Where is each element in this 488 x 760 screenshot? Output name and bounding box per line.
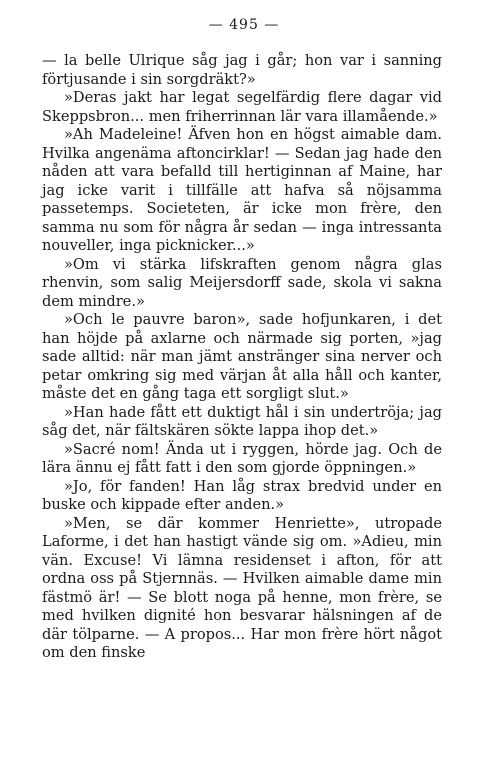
body-text [42,52,442,663]
paragraph: — la belle Ulrique såg jag i går; hon var i sanning förtjusande i sin sorgdräkt?» [42,52,442,88]
paragraph: »Men, se där kommer Henriette», utropade Laforme, i det han hastigt vände sig om. »Adieu, min vän. Excuse! Vi lämna residenset i afton, för att ordna oss på Stjernnäs. — Hvilken aimable dame min fästmö är! — Se blott noga på henne, mon frère, se med hvilken dignité hon besvarar hälsningen af de där tölparne. — A propos... Har mon frère hört något om den finske [42,514,442,661]
paragraph: »Sacré nom! Ända ut i ryggen, hörde jag. Och de lära ännu ej fått fatt i den som gjorde öppningen.» [42,440,442,476]
paragraph: »Jo, för fanden! Han låg strax bredvid under en buske och kippade efter anden.» [42,477,442,513]
page-number: — 495 — [208,17,280,33]
paragraph: »Ah Madeleine! Äfven hon en högst aimable dam. Hvilka angenäma aftoncirklar! — Sedan jag hade den nåden att vara befalld till hertiginnan af Maine, har jag icke varit i tillfälle att hafva så nöjsamma passetemps. Societeten, är icke mon frère, den samma nu som för några år sedan — inga intressanta nouveller, inga picknicker...» [42,126,442,254]
paragraph: »Om vi stärka lifskraften genom några glas rhenvin, som salig Meijersdorff sade, skola vi sakna dem mindre.» [42,255,442,310]
paragraph: »Han hade fått ett duktigt hål i sin undertröja; jag såg det, när fältskären sökte lappa ihop det.» [42,403,442,439]
paragraph: »Deras jakt har legat segelfärdig flere dagar vid Skeppsbron... men friherrinnan lär vara illamående.» [42,89,442,125]
paragraph: »Och le pauvre baron», sade hofjunkaren, i det han höjde på axlarne och närmade sig porten, »jag sade alltid: när man jämt anstränger sina nerver och petar omkring sig med värjan åt alla håll och kanter, måste det en gång taga ett sorgligt slut.» [42,311,442,402]
